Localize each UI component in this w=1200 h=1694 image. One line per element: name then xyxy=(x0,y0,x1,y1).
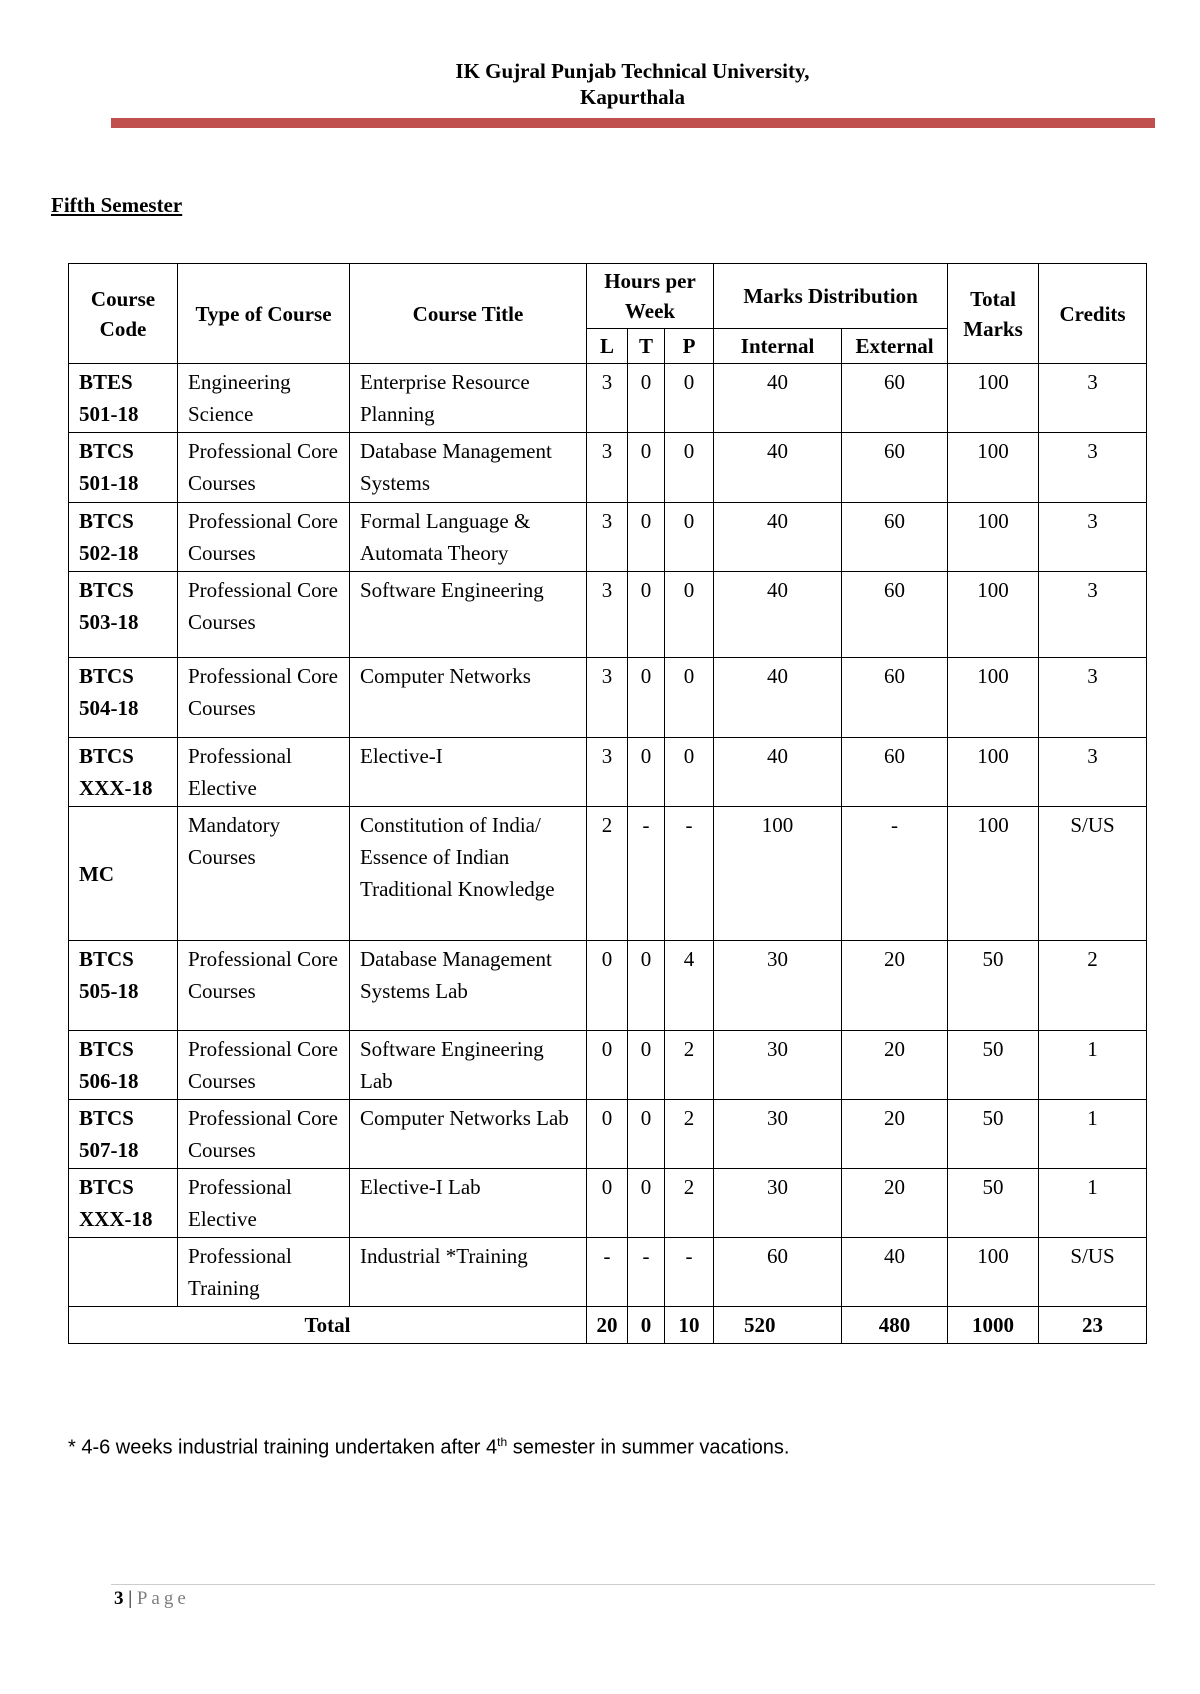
t-cell: 0 xyxy=(628,658,665,738)
type-cell: Engineering Science xyxy=(178,364,350,433)
l-cell: 3 xyxy=(587,364,628,433)
type-cell: Professional Core Courses xyxy=(178,1100,350,1169)
header-total-marks: Total Marks xyxy=(948,264,1039,364)
title-cell: Database Management Systems Lab xyxy=(350,941,587,1031)
internal-cell: 60 xyxy=(714,1238,842,1307)
t-cell: 0 xyxy=(628,433,665,503)
table-row xyxy=(69,364,1147,433)
table-row xyxy=(69,1238,1147,1307)
code-cell xyxy=(69,807,178,941)
credits-cell: 1 xyxy=(1039,1169,1147,1238)
course-code-prefix: BTCS xyxy=(79,439,134,463)
title-cell: Constitution of India/ Essence of Indian Traditional Knowledge xyxy=(350,807,587,941)
t-cell: 0 xyxy=(628,1100,665,1169)
course-code-number: 502-18 xyxy=(79,541,139,565)
type-cell: Professional Elective xyxy=(178,738,350,807)
internal-cell: 30 xyxy=(714,1031,842,1100)
course-code-number: XXX-18 xyxy=(79,1207,153,1231)
total-cell: 50 xyxy=(948,1100,1039,1169)
external-cell: 60 xyxy=(842,738,948,807)
total-total: 1000 xyxy=(948,1307,1039,1344)
type-cell: Professional Core Courses xyxy=(178,1031,350,1100)
type-cell: Professional Elective xyxy=(178,1169,350,1238)
section-title: Fifth Semester xyxy=(51,193,183,217)
total-cell: 100 xyxy=(948,738,1039,807)
header-credits: Credits xyxy=(1039,264,1147,364)
l-cell: 3 xyxy=(587,572,628,658)
type-cell: Professional Core Courses xyxy=(178,572,350,658)
header-l: L xyxy=(587,329,628,364)
external-cell: 40 xyxy=(842,1238,948,1307)
title-cell: Industrial *Training xyxy=(350,1238,587,1307)
internal-cell: 40 xyxy=(714,572,842,658)
table-header-row xyxy=(69,264,1147,329)
credits-cell: S/US xyxy=(1039,807,1147,941)
title-cell: Database Management Systems xyxy=(350,433,587,503)
title-cell: Enterprise Resource Planning xyxy=(350,364,587,433)
credits-cell: 3 xyxy=(1039,433,1147,503)
footnote-suffix: semester in summer vacations. xyxy=(507,1436,790,1459)
title-cell: Elective-I Lab xyxy=(350,1169,587,1238)
t-cell: - xyxy=(628,807,665,941)
header-marks-distribution: Marks Distribution xyxy=(714,264,948,329)
code-cell xyxy=(69,364,178,433)
p-cell: 0 xyxy=(665,572,714,658)
total-external: 480 xyxy=(842,1307,948,1344)
t-cell: 0 xyxy=(628,364,665,433)
title-cell: Computer Networks xyxy=(350,658,587,738)
course-code-prefix: BTCS xyxy=(79,1175,134,1199)
total-l: 20 xyxy=(587,1307,628,1344)
l-cell: 0 xyxy=(587,941,628,1031)
credits-cell: 1 xyxy=(1039,1031,1147,1100)
external-cell: 60 xyxy=(842,503,948,572)
title-cell: Formal Language & Automata Theory xyxy=(350,503,587,572)
p-cell: 4 xyxy=(665,941,714,1031)
total-cell: 100 xyxy=(948,807,1039,941)
credits-cell: 2 xyxy=(1039,941,1147,1031)
university-name: IK Gujral Punjab Technical University, xyxy=(455,59,810,83)
p-cell: 0 xyxy=(665,503,714,572)
internal-cell: 40 xyxy=(714,738,842,807)
page-word: Page xyxy=(136,1588,190,1609)
total-label: Total xyxy=(69,1307,587,1344)
header-internal: Internal xyxy=(714,329,842,364)
course-code-number: 504-18 xyxy=(79,696,139,720)
external-cell: 20 xyxy=(842,1169,948,1238)
page-number: 3 xyxy=(114,1588,124,1609)
p-cell: 0 xyxy=(665,658,714,738)
t-cell: 0 xyxy=(628,1169,665,1238)
header-course-code: Course Code xyxy=(69,264,178,364)
total-row xyxy=(69,1307,1147,1344)
type-cell: Professional Core Courses xyxy=(178,433,350,503)
course-code-number: 506-18 xyxy=(79,1069,139,1093)
credits-cell: 1 xyxy=(1039,1100,1147,1169)
code-cell xyxy=(69,433,178,503)
table-row xyxy=(69,658,1147,738)
course-code-prefix: BTES xyxy=(79,370,133,394)
external-cell: 20 xyxy=(842,941,948,1031)
course-code-prefix: BTCS xyxy=(79,1037,134,1061)
title-cell: Elective-I xyxy=(350,738,587,807)
course-code-prefix: BTCS xyxy=(79,1106,134,1130)
external-cell: 60 xyxy=(842,658,948,738)
title-cell: Computer Networks Lab xyxy=(350,1100,587,1169)
credits-cell: S/US xyxy=(1039,1238,1147,1307)
external-cell: - xyxy=(842,807,948,941)
course-code-prefix: BTCS xyxy=(79,744,134,768)
footnote xyxy=(68,1435,789,1460)
type-cell: Professional Core Courses xyxy=(178,658,350,738)
table-row xyxy=(69,807,1147,941)
table-row xyxy=(69,1031,1147,1100)
l-cell: 3 xyxy=(587,658,628,738)
total-cell: 100 xyxy=(948,503,1039,572)
type-cell: Mandatory Courses xyxy=(178,807,350,941)
total-credits: 23 xyxy=(1039,1307,1147,1344)
l-cell: 0 xyxy=(587,1169,628,1238)
course-code-prefix: BTCS xyxy=(79,578,134,602)
p-cell: 2 xyxy=(665,1100,714,1169)
total-cell: 50 xyxy=(948,1169,1039,1238)
credits-cell: 3 xyxy=(1039,572,1147,658)
p-cell: 2 xyxy=(665,1169,714,1238)
header-type-of-course: Type of Course xyxy=(178,264,350,364)
code-cell xyxy=(69,658,178,738)
l-cell: 0 xyxy=(587,1031,628,1100)
external-cell: 60 xyxy=(842,433,948,503)
footnote-sup: th xyxy=(497,1435,508,1449)
type-cell: Professional Training xyxy=(178,1238,350,1307)
code-cell xyxy=(69,1100,178,1169)
header-p: P xyxy=(665,329,714,364)
p-cell: 2 xyxy=(665,1031,714,1100)
internal-cell: 40 xyxy=(714,433,842,503)
t-cell: 0 xyxy=(628,941,665,1031)
course-code-prefix: MC xyxy=(79,861,114,886)
l-cell: 0 xyxy=(587,1100,628,1169)
course-code-number: 505-18 xyxy=(79,979,139,1003)
internal-cell: 100 xyxy=(714,807,842,941)
l-cell: 2 xyxy=(587,807,628,941)
internal-cell: 30 xyxy=(714,1100,842,1169)
title-cell: Software Engineering xyxy=(350,572,587,658)
type-cell: Professional Core Courses xyxy=(178,941,350,1031)
code-cell xyxy=(69,503,178,572)
header-course-title: Course Title xyxy=(350,264,587,364)
l-cell: 3 xyxy=(587,738,628,807)
code-cell xyxy=(69,1031,178,1100)
code-cell xyxy=(69,941,178,1031)
course-code-number: XXX-18 xyxy=(79,776,153,800)
table-row xyxy=(69,1100,1147,1169)
table-row xyxy=(69,433,1147,503)
credits-cell: 3 xyxy=(1039,364,1147,433)
t-cell: 0 xyxy=(628,503,665,572)
course-code-prefix: BTCS xyxy=(79,509,134,533)
table-row xyxy=(69,738,1147,807)
p-cell: 0 xyxy=(665,433,714,503)
table-row xyxy=(69,1169,1147,1238)
total-cell: 100 xyxy=(948,364,1039,433)
total-cell: 50 xyxy=(948,941,1039,1031)
internal-cell: 40 xyxy=(714,364,842,433)
t-cell: 0 xyxy=(628,738,665,807)
p-cell: - xyxy=(665,807,714,941)
table-row xyxy=(69,572,1147,658)
t-cell: - xyxy=(628,1238,665,1307)
t-cell: 0 xyxy=(628,1031,665,1100)
code-cell xyxy=(69,738,178,807)
course-code-number: 501-18 xyxy=(79,402,139,426)
l-cell: 3 xyxy=(587,503,628,572)
total-internal: 520 xyxy=(714,1307,842,1344)
total-cell: 100 xyxy=(948,658,1039,738)
code-cell xyxy=(69,1238,178,1307)
footer-divider xyxy=(111,1584,1155,1585)
credits-cell: 3 xyxy=(1039,738,1147,807)
code-cell xyxy=(69,1169,178,1238)
footer-separator: | xyxy=(123,1588,137,1609)
total-t: 0 xyxy=(628,1307,665,1344)
header-external: External xyxy=(842,329,948,364)
page-footer xyxy=(114,1588,190,1610)
title-cell: Software Engineering Lab xyxy=(350,1031,587,1100)
l-cell: 3 xyxy=(587,433,628,503)
external-cell: 20 xyxy=(842,1031,948,1100)
header-t: T xyxy=(628,329,665,364)
p-cell: 0 xyxy=(665,364,714,433)
credits-cell: 3 xyxy=(1039,658,1147,738)
internal-cell: 40 xyxy=(714,658,842,738)
t-cell: 0 xyxy=(628,572,665,658)
header-divider xyxy=(111,118,1155,128)
l-cell: - xyxy=(587,1238,628,1307)
internal-cell: 30 xyxy=(714,1169,842,1238)
course-table xyxy=(68,263,1147,1344)
external-cell: 60 xyxy=(842,572,948,658)
course-code-prefix: BTCS xyxy=(79,664,134,688)
external-cell: 60 xyxy=(842,364,948,433)
course-code-number: 501-18 xyxy=(79,471,139,495)
header-hours-per-week: Hours per Week xyxy=(587,264,714,329)
table-row xyxy=(69,941,1147,1031)
total-p: 10 xyxy=(665,1307,714,1344)
external-cell: 20 xyxy=(842,1100,948,1169)
document-header xyxy=(0,58,1200,110)
table-row xyxy=(69,503,1147,572)
total-cell: 100 xyxy=(948,1238,1039,1307)
p-cell: - xyxy=(665,1238,714,1307)
course-code-prefix: BTCS xyxy=(79,947,134,971)
course-code-number: 507-18 xyxy=(79,1138,139,1162)
internal-cell: 40 xyxy=(714,503,842,572)
code-cell xyxy=(69,572,178,658)
course-code-number: 503-18 xyxy=(79,610,139,634)
p-cell: 0 xyxy=(665,738,714,807)
total-cell: 50 xyxy=(948,1031,1039,1100)
internal-cell: 30 xyxy=(714,941,842,1031)
university-location: Kapurthala xyxy=(579,85,686,109)
total-cell: 100 xyxy=(948,572,1039,658)
credits-cell: 3 xyxy=(1039,503,1147,572)
footnote-prefix: * 4-6 weeks industrial training undertaken after 4 xyxy=(68,1436,498,1459)
type-cell: Professional Core Courses xyxy=(178,503,350,572)
total-cell: 100 xyxy=(948,433,1039,503)
